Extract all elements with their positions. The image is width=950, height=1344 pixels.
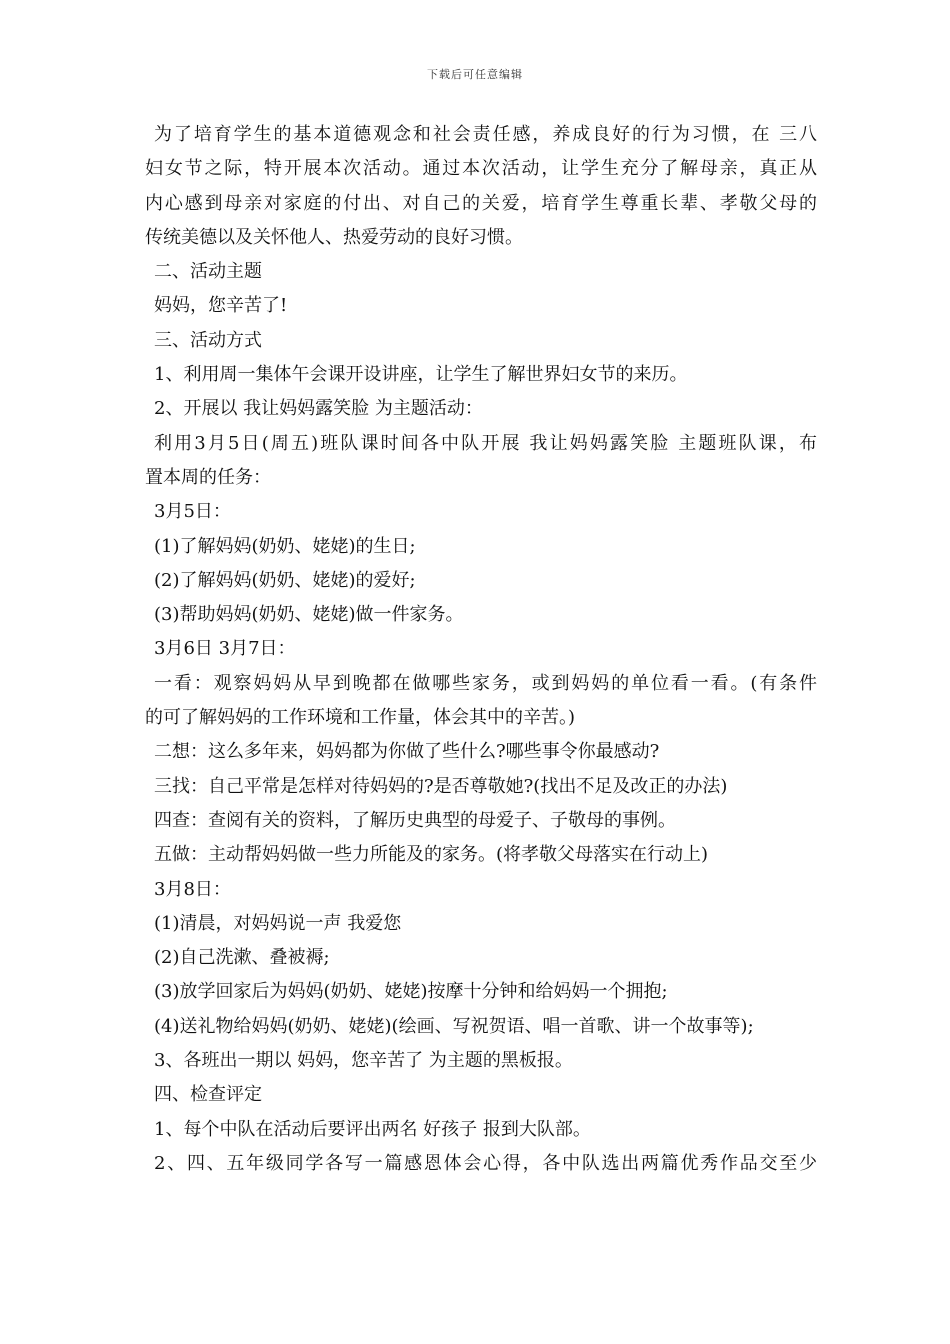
- text-line: 三、活动方式: [154, 329, 262, 351]
- text-line: 一看：观察妈妈从早到晚都在做哪些家务，或到妈妈的单位看一看。(有条件: [154, 672, 817, 694]
- text-line: 3月5日：: [154, 501, 231, 523]
- text-line: (1)清晨，对妈妈说一声 我爱您: [154, 912, 402, 934]
- text-line: 内心感到母亲对家庭的付出、对自己的关爱，培育学生尊重长辈、孝敬父母的: [145, 192, 817, 214]
- text-line: (3)放学回家后为妈妈(奶奶、姥姥)按摩十分钟和给妈妈一个拥抱;: [154, 981, 668, 1003]
- text-line: (4)送礼物给妈妈(奶奶、姥姥)(绘画、写祝贺语、唱一首歌、讲一个故事等);: [154, 1015, 754, 1037]
- text-line: 1、利用周一集体午会课开设讲座，让学生了解世界妇女节的来历。: [154, 364, 688, 386]
- text-line: 利用3月5日(周五)班队课时间各中队开展 我让妈妈露笑脸 主题班队课，布: [154, 432, 817, 454]
- text-line: 二想：这么多年来，妈妈都为你做了些什么?哪些事令你最感动?: [154, 741, 660, 763]
- text-line: 3月6日 3月7日：: [154, 638, 296, 660]
- text-line: 三找：自己平常是怎样对待妈妈的?是否尊敬她?(找出不足及改正的办法): [154, 775, 728, 797]
- text-line: 五做：主动帮妈妈做一些力所能及的家务。(将孝敬父母落实在行动上): [154, 844, 709, 866]
- text-line: (3)帮助妈妈(奶奶、姥姥)做一件家务。: [154, 604, 464, 626]
- text-line: 置本周的任务：: [145, 466, 271, 488]
- text-line: 2、四、五年级同学各写一篇感恩体会心得，各中队选出两篇优秀作品交至少: [154, 1152, 817, 1174]
- text-line: 的可了解妈妈的工作环境和工作量，体会其中的辛苦。): [145, 707, 576, 729]
- text-line: (1)了解妈妈(奶奶、姥姥)的生日;: [154, 535, 416, 557]
- document-body: [145, 118, 817, 1181]
- text-line: 3、各班出一期以 妈妈，您辛苦了 为主题的黑板报。: [154, 1050, 573, 1072]
- text-line: 妇女节之际，特开展本次活动。通过本次活动，让学生充分了解母亲，真正从: [145, 158, 817, 180]
- text-line: 二、活动主题: [154, 261, 262, 283]
- text-line: (2)了解妈妈(奶奶、姥姥)的爱好;: [154, 569, 416, 591]
- text-line: 妈妈，您辛苦了!: [154, 295, 288, 317]
- text-line: (2)自己洗漱、叠被褥;: [154, 947, 330, 969]
- page-header-note: 下载后可任意编辑: [427, 68, 523, 81]
- text-line: 为了培育学生的基本道德观念和社会责任感，养成良好的行为习惯，在 三八: [154, 124, 817, 145]
- text-line: 四、检查评定: [154, 1084, 262, 1106]
- text-line: 3月8日：: [154, 878, 231, 900]
- text-line: 四查：查阅有关的资料，了解历史典型的母爱子、子敬母的事例。: [154, 809, 676, 831]
- text-line: 传统美德以及关怀他人、热爱劳动的良好习惯。: [145, 226, 523, 248]
- text-line: 1、每个中队在活动后要评出两名 好孩子 报到大队部。: [154, 1118, 591, 1140]
- text-line: 2、开展以 我让妈妈露笑脸 为主题活动：: [154, 398, 483, 420]
